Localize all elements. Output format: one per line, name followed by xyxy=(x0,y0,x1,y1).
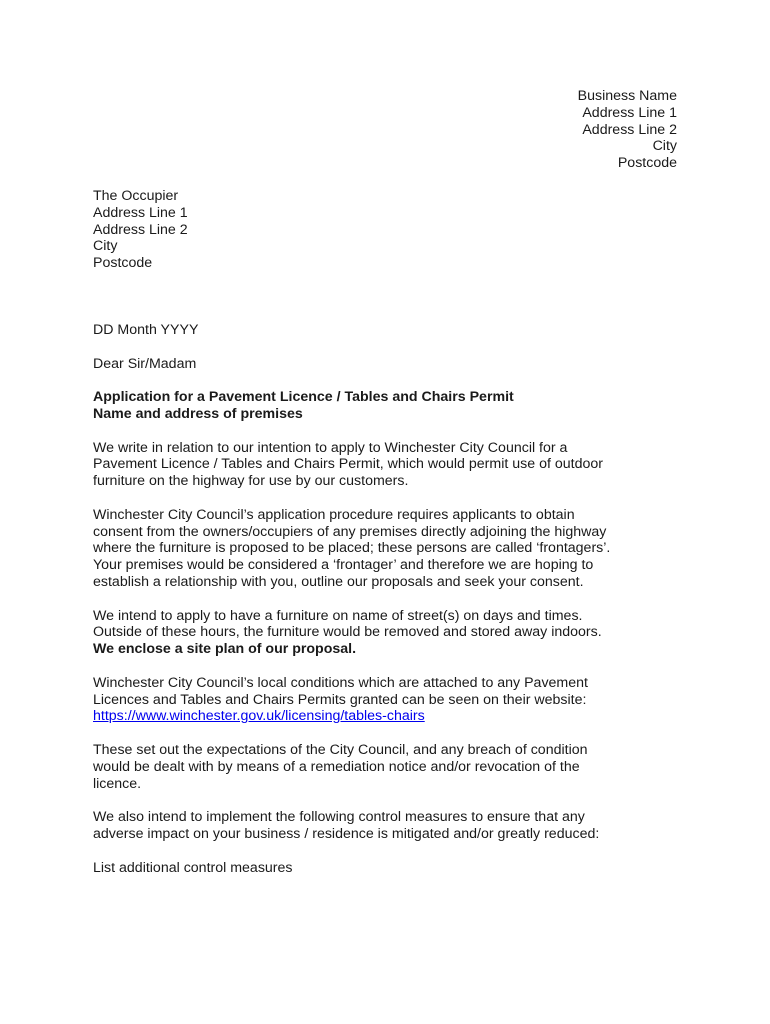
recipient-city: City xyxy=(93,238,118,255)
paragraph-expectations xyxy=(93,742,683,792)
council-website-link[interactable]: https://www.winchester.gov.uk/licensing/tables-chairs xyxy=(93,708,425,725)
paragraph-line: licence. xyxy=(93,775,142,792)
paragraph-line: Pavement Licence / Tables and Chairs Permit, which would permit use of outdoor xyxy=(93,456,603,473)
additional-measures-placeholder: List additional control measures xyxy=(93,859,293,876)
sender-city: City xyxy=(652,138,677,155)
salutation: Dear Sir/Madam xyxy=(93,355,197,372)
subject-line-2: Name and address of premises xyxy=(93,405,303,422)
sender-address-line-1: Address Line 1 xyxy=(582,104,677,121)
paragraph-control-measures xyxy=(93,809,683,843)
paragraph-line: We intend to apply to have a furniture on name of street(s) on days and times. xyxy=(93,607,583,624)
paragraph-line: Outside of these hours, the furniture would be removed and stored away indoors. xyxy=(93,624,602,641)
sender-business-name: Business Name xyxy=(577,88,677,104)
paragraph-line: establish a relationship with you, outline our proposals and seek your consent. xyxy=(93,573,584,590)
letter-date: DD Month YYYY xyxy=(93,322,199,338)
paragraph-line: furniture on the highway for use by our customers. xyxy=(93,473,409,490)
paragraph-line: adverse impact on your business / residence is mitigated and/or greatly reduced: xyxy=(93,825,600,842)
paragraph-intention xyxy=(93,440,683,490)
paragraph-conditions xyxy=(93,675,683,725)
paragraph-line: Winchester City Council’s application procedure requires applicants to obtain xyxy=(93,506,575,523)
paragraph-line: These set out the expectations of the City Council, and any breach of condition xyxy=(93,741,588,758)
sender-address xyxy=(578,88,677,172)
subject-line-1: Application for a Pavement Licence / Tables and Chairs Permit xyxy=(93,389,514,406)
recipient-postcode: Postcode xyxy=(93,255,153,272)
paragraph-line: We also intend to implement the following control measures to ensure that any xyxy=(93,809,585,826)
paragraph-procedure xyxy=(93,507,683,591)
sender-postcode: Postcode xyxy=(617,155,677,172)
subject-heading xyxy=(93,389,683,423)
paragraph-proposal xyxy=(93,608,683,658)
sender-address-line-2: Address Line 2 xyxy=(582,121,677,138)
paragraph-line: We write in relation to our intention to apply to Winchester City Council for a xyxy=(93,439,568,456)
paragraph-line: would be dealt with by means of a remediation notice and/or revocation of the xyxy=(93,758,580,775)
recipient-address-line-1: Address Line 1 xyxy=(93,204,188,221)
recipient-address-line-2: Address Line 2 xyxy=(93,221,188,238)
paragraph-line: where the furniture is proposed to be placed; these persons are called ‘frontagers’. xyxy=(93,540,611,557)
letter-body xyxy=(93,322,683,893)
paragraph-line: Winchester City Council’s local conditions which are attached to any Pavement xyxy=(93,674,588,691)
site-plan-note: We enclose a site plan of our proposal. xyxy=(93,641,357,658)
paragraph-line: consent from the owners/occupiers of any premises directly adjoining the highway xyxy=(93,523,607,540)
recipient-address xyxy=(93,188,188,272)
recipient-name: The Occupier xyxy=(93,188,179,204)
paragraph-line: Licences and Tables and Chairs Permits granted can be seen on their website: xyxy=(93,691,587,708)
paragraph-line: Your premises would be considered a ‘frontager’ and therefore we are hoping to xyxy=(93,557,594,574)
